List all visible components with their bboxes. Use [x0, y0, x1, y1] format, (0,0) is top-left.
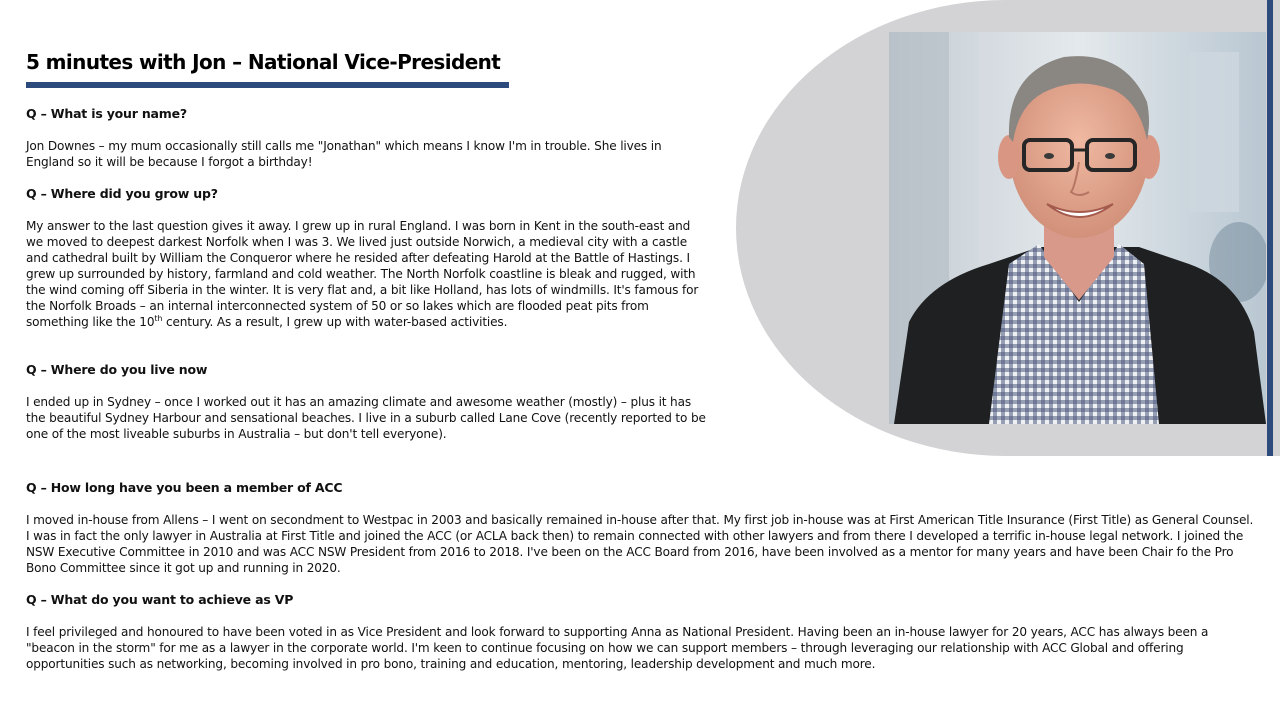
portrait-photo: [889, 32, 1266, 424]
answer-paragraph: Jon Downes – my mum occasionally still calls me "Jonathan" which means I know I'm in trouble. She lives in England so it will be because I forgot a birthday!: [26, 139, 662, 169]
ordinal-suffix: th: [154, 313, 163, 323]
question-heading: Q – What do you want to achieve as VP: [26, 592, 294, 607]
qa-block-name: [26, 106, 706, 170]
qa-block-vp-goals: [26, 592, 1258, 672]
title-underline: [26, 82, 509, 88]
qa-block-grow-up: [26, 186, 706, 330]
answer-paragraph: I feel privileged and honoured to have been voted in as Vice President and look forward to supporting Anna as National President. Having been an in-house lawyer for 20 years, ACC has always been a "beacon in the storm" for me as a lawyer in the corporate world. I'm keen to continue focusing on how we can support members – through leveraging our relationship with ACC Global and offering opportunities such as networking, becoming involved in pro bono, training and education, mentoring, leadership development and much more.: [26, 625, 1209, 671]
page-title: 5 minutes with Jon – National Vice-President: [26, 50, 501, 74]
accent-bar: [1267, 0, 1273, 456]
question-heading: Q – How long have you been a member of ACC: [26, 480, 343, 495]
answer-text: My answer to the last question gives it away. I grew up in rural England. I was born in Kent in the south-east and we moved to deepest darkest Norfolk when I was 3. We lived just outside Norwich, a medieval city with a castle and cathedral built by William the Conqueror where he resided after defeating Harold at the Battle of Hastings. I grew up surrounded by history, farmland and cold weather. The North Norfolk coastline is bleak and rugged, with the wind coming off Siberia in the winter. It is very flat and, a bit like Holland, has lots of windmills. It's famous for the Norfolk Broads – an internal interconnected system of 50 or so lakes which are flooded peat pits from something like the 10: [26, 219, 699, 329]
answer-paragraph: I moved in-house from Allens – I went on secondment to Westpac in 2003 and basically remained in-house after that. My first job in-house was at First American Title Insurance (First Title) as General Counsel. I was in fact the only lawyer in Australia at First Title and joined the ACC (or ACLA back then) to remain connected with other lawyers and from there I developed a terrific in-house legal network. I joined the NSW Executive Committee in 2010 and was ACC NSW President from 2016 to 2018. I've been on the ACC Board from 2016, have been involved as a mentor for many years and have been Chair fo the Pro Bono Committee since it got up and running in 2020.: [26, 513, 1254, 575]
answer-text-end: century. As a result, I grew up with water-based activities.: [162, 315, 508, 329]
qa-block-live-now: [26, 362, 706, 442]
answer-paragraph: [26, 218, 706, 330]
qa-block-membership: [26, 480, 1258, 576]
question-heading: Q – What is your name?: [26, 106, 187, 121]
question-heading: Q – Where did you grow up?: [26, 186, 218, 201]
question-heading: Q – Where do you live now: [26, 362, 208, 377]
answer-paragraph: I ended up in Sydney – once I worked out it has an amazing climate and awesome weather (mostly) – plus it has the beautiful Sydney Harbour and sensational beaches. I live in a suburb called Lane Cove (recently reported to be one of the most liveable suburbs in Australia – but don't tell everyone).: [26, 395, 706, 441]
